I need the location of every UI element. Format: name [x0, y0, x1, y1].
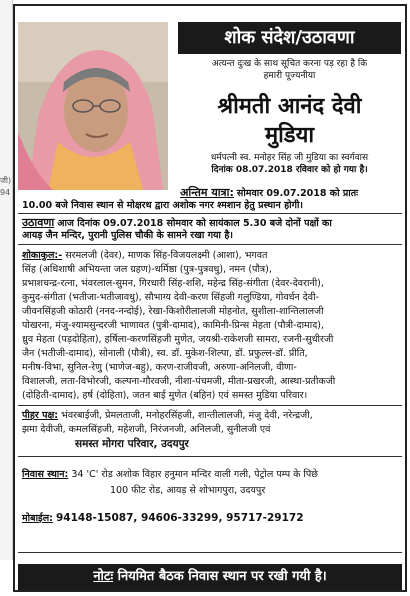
uthavna-line-2: आयड़ जैन मन्दिर, पुरानी पुलिस चौकी के सामने रखा गया है। — [22, 230, 233, 241]
intro-text — [178, 58, 401, 82]
divider — [18, 213, 402, 214]
mourners-line: मनीष-विभा, सुनिल-रेणु (भाणेज-बहु), करण-राजीवजी, अरुणा-अनिलजी, वीणा- — [22, 362, 297, 373]
name-line: मुडिया — [264, 123, 315, 148]
divider — [18, 456, 402, 457]
mourners-line: (दोहिती-दामाद), हर्ष (दोहिता), जतन बाई मुणेत (बहिन) एवं समस्त मुडिया परिवार। — [22, 390, 308, 401]
residence-text: 34 'C' रोड अशोक विहार हनुमान मन्दिर वाली गली, पेट्रोल पम्प के पिछे — [71, 469, 318, 480]
demise-line: धर्मपत्नी स्व. मनोहर सिंह जी मुडिया का स्वर्गवास — [210, 153, 369, 163]
mourners-line: जैन (भतीजी-दामाद), सोनाली (पौत्री), स्व. डॉ. मुकेश-शिल्पा, डॉ. प्रफुल्ल-डॉ. प्रीति, — [22, 348, 308, 359]
mourners-line: सिंह (अधिशाषी अभियन्ता जल ग्रहण)-धर्मिष्ठा (पुत्र-पुत्रवधु), नमन (पौत्र), — [22, 264, 272, 275]
contact-numbers: 94148-15087, 94606-33299, 95717-29172 — [55, 512, 304, 524]
demise-details — [178, 152, 401, 176]
uthavna-line-1 — [22, 216, 332, 230]
edge-fragment: जी) — [0, 176, 12, 185]
procession-text: सोमवार 09.07.2018 को प्रातः — [236, 188, 359, 199]
maternal-label: पीहर पक्ष: — [22, 410, 59, 421]
residence-line-2: 100 फीट रोड, आयड़ से शोभागपुरा, उदयपुर — [110, 485, 266, 496]
deceased-name — [178, 92, 401, 150]
intro-line: हमारी पूज्यनीया — [263, 71, 316, 81]
mourners-line: ध्रुव मेहता (पड़दोहिता), हर्षिला-करणसिंहजी मुणेत, जयश्री-राकेशजी सामरा, रजनी-सुधीरजी — [22, 334, 334, 345]
procession-label: अन्तिम यात्रा: — [180, 186, 234, 199]
mourners-line — [22, 249, 267, 262]
mourners-line: पोखरना, मंजु-श्यामसुन्दरजी भाणावत (पुत्री-दामाद), कामिनी-प्रिन्स मेहता (पौत्री-दामाद), — [22, 320, 324, 331]
divider — [18, 552, 402, 553]
contact-line — [22, 512, 304, 525]
uthavna-text: आज दिनांक 09.07.2018 सोमवार को सायंकाल 5.30 बजे दोनों पक्षों का — [57, 218, 332, 229]
mourners-line: जीवनसिंहजी कोठारी (ननद-नन्दोई), रेखा-किशोरीलालजी मोहनोत, सुशीला-शान्तिलालजी — [22, 306, 324, 317]
edge-fragment: 94 — [0, 188, 11, 197]
mourners-label: शोकाकुल:- — [22, 250, 63, 261]
name-line: श्रीमती आनंद देवी — [217, 94, 362, 119]
procession-line-2: 10.00 बजे निवास स्थान से मोक्षरथ द्वारा अशोक नगर श्मशान हेतु प्रस्थान होगी। — [22, 200, 303, 211]
residence-line-1 — [22, 468, 318, 481]
note-text: नियमित बैठक निवास स्थान पर रखी गयी है। — [117, 569, 327, 584]
residence-label: निवास स्थान: — [22, 469, 69, 480]
mourners-line: प्रभाशचन्द्र-रत्ना, भंवरलाल-सुमन, गिरधारी सिंह-शशि, महेन्द्र सिंह-संगीता (देवर-देवरानी), — [22, 278, 324, 289]
divider — [18, 405, 402, 406]
maternal-family: समस्त मोगरा परिवार, उदयपुर — [75, 438, 189, 450]
intro-line: अत्यन्त दुःख के साथ सूचित करना पड़ रहा है कि — [211, 59, 368, 69]
notice-title: शोक संदेश/उठावणा — [178, 22, 401, 54]
divider — [18, 244, 402, 245]
procession-line-1 — [180, 186, 358, 200]
maternal-text: भंवरबाईजी, प्रेमलताजी, मनोहरसिंहजी, शान्तीलालजी, मंजु देवी, नरेन्द्रजी, — [61, 410, 313, 421]
maternal-line — [22, 409, 313, 422]
mourners-text: सरमलजी (देवर), माणक सिंह-विजयलक्ष्मी (आशा), भगवत — [65, 250, 268, 261]
portrait-photo — [18, 22, 168, 190]
uthavna-label: उठावणा — [22, 216, 55, 229]
contact-label: मोबाईल: — [22, 513, 53, 524]
maternal-line: झमा देवीजी, कमलसिंहजी, महेशजी, निरंजनजी, अनिलजी, सुनीलजी एवं — [22, 424, 271, 435]
mourners-line: विशालजी, लता-विभोरजी, कल्पना-गौरवजी, नीशा-पंचमजी, मीता-प्रखरजी, आस्था-प्रतीकजी — [22, 376, 336, 387]
footer-note — [18, 564, 402, 590]
note-label: नोटः — [93, 569, 114, 584]
mourners-line: कुमुद-संगीता (भतीजा-भतीजावधु), सौभाग्य देवी-करण सिंहजी गलुण्डिया, गोवर्धन देवी- — [22, 292, 319, 303]
neighbor-ad-edge — [0, 0, 13, 560]
demise-line: दिनांक 08.07.2018 रविवार को हो गया है। — [211, 165, 368, 175]
